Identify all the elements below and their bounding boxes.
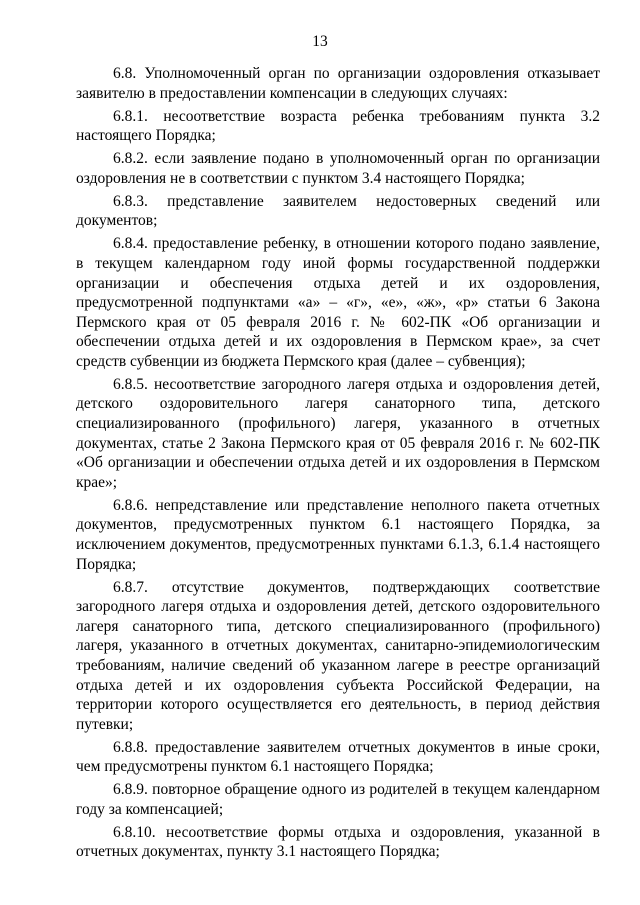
- paragraph-6-8-9: 6.8.9. повторное обращение одного из родителей в текущем календарном году за компенсацией;: [76, 781, 600, 818]
- paragraph-6-8-6: 6.8.6. непредставление или представление неполного пакета отчетных документов, предусмотренных пунктом 6.1 настоящего Порядка, за исключением документов, предусмотренных пунктами 6.1.3, 6.1.4 настоящего Порядка;: [76, 496, 600, 573]
- paragraph-6-8-8: 6.8.8. предоставление заявителем отчетных документов в иные сроки, чем предусмотрены пунктом 6.1 настоящего Порядка;: [76, 738, 600, 776]
- paragraph-6-8-3: 6.8.3. представление заявителем недостоверных сведений или документов;: [76, 192, 600, 230]
- paragraph-6-8-5: 6.8.5. несоответствие загородного лагеря отдыха и оздоровления детей, детского оздоровительного лагеря санаторного типа, детского специализированного (профильного) лагеря, указанного в отчетных документах, статье 2 Закона Пермского края от 05 февраля 2016 г. № 602-ПК «Об организации и обеспечении отдыха детей и их оздоровления в Пермском крае»;: [76, 375, 600, 491]
- page-number: 13: [312, 33, 328, 50]
- document-body: [76, 64, 600, 865]
- paragraph-6-8-7: 6.8.7. отсутствие документов, подтверждающих соответствие загородного лагеря отдыха и оздоровления детей, детского оздоровительного лагеря санаторного типа, детского специализированного (профильного) лагеря, указанного в отчетных документах, санитарно-эпидемиологическим требованиям, наличие сведений об указанном лагере в реестре организаций отдыха детей и их оздоровления субъекта Российской Федерации, на территории которого осуществляется его деятельность, в период действия путевки;: [76, 578, 600, 733]
- paragraph-6-8-10: 6.8.10. несоответствие формы отдыха и оздоровления, указанной в отчетных документах, пункту 3.1 настоящего Порядка;: [76, 823, 600, 861]
- paragraph-6-8-4: 6.8.4. предоставление ребенку, в отношении которого подано заявление, в текущем календарном году иной формы государственной поддержки организации и обеспечения отдыха детей и их оздоровления, предусмотренной подпунктами «а» – «г», «е», «ж», «р» статьи 6 Закона Пермского края от 05 февраля 2016 г. № 602-ПК «Об организации и обеспечении отдыха детей и их оздоровления в Пермском крае», за счет средств субвенции из бюджета Пермского края (далее – субвенция);: [76, 235, 600, 370]
- paragraph-6-8-1: 6.8.1. несоответствие возраста ребенка требованиям пункта 3.2 настоящего Порядка;: [76, 107, 600, 145]
- paragraph-6-8-2: 6.8.2. если заявление подано в уполномоченный орган по организации оздоровления не в соответствии с пунктом 3.4 настоящего Порядка;: [76, 150, 600, 187]
- paragraph-6-8: 6.8. Уполномоченный орган по организации оздоровления отказывает заявителю в предоставлении компенсации в следующих случаях:: [76, 65, 600, 102]
